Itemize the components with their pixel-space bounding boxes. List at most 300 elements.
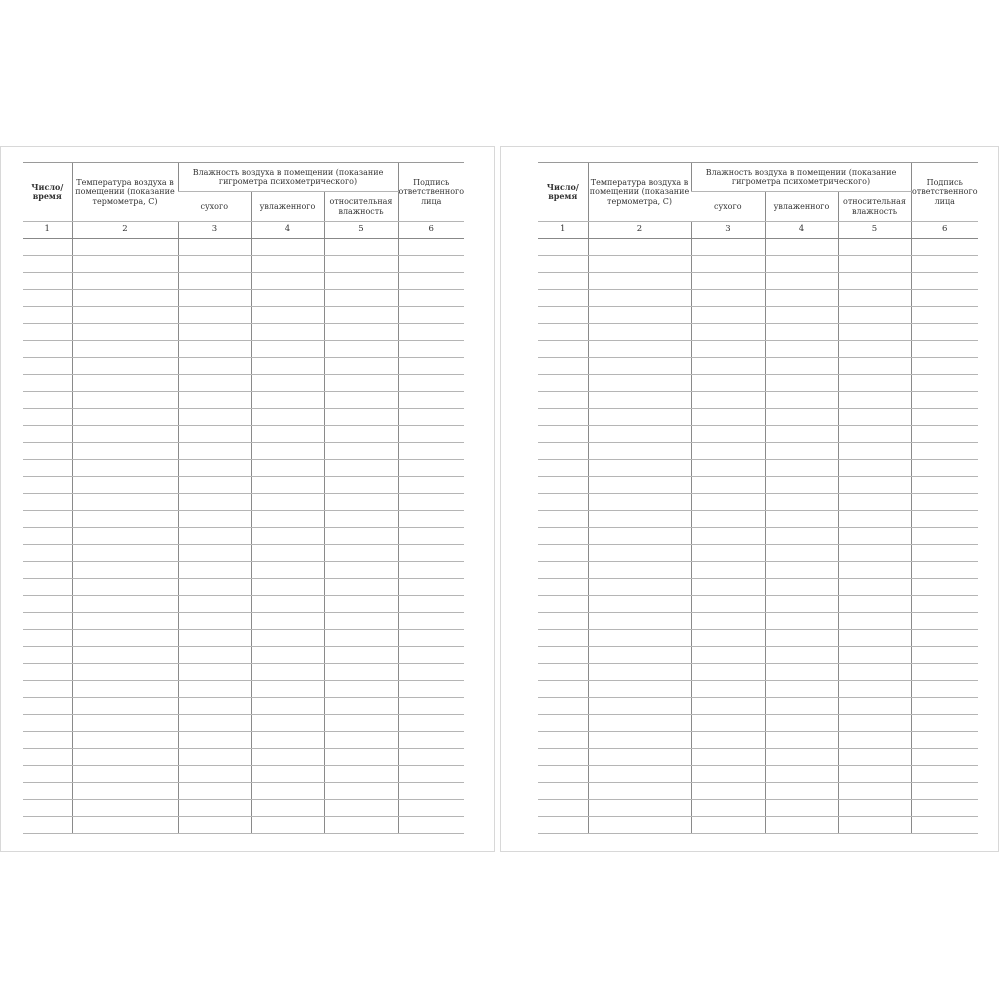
blank-cell <box>23 817 72 834</box>
blank-row <box>538 290 978 307</box>
blank-row <box>23 460 464 477</box>
blank-cell <box>691 358 765 375</box>
blank-cell <box>72 715 178 732</box>
blank-cell <box>178 494 251 511</box>
blank-cell <box>398 494 464 511</box>
blank-cell <box>588 460 691 477</box>
blank-cell <box>588 477 691 494</box>
blank-cell <box>538 273 588 290</box>
blank-row <box>23 579 464 596</box>
blank-cell <box>765 545 838 562</box>
blank-cell <box>691 732 765 749</box>
blank-cell <box>251 375 324 392</box>
blank-cell <box>398 681 464 698</box>
blank-cell <box>691 290 765 307</box>
blank-cell <box>178 783 251 800</box>
blank-cell <box>23 375 72 392</box>
blank-cell <box>324 494 398 511</box>
blank-cell <box>178 358 251 375</box>
blank-row <box>538 494 978 511</box>
blank-cell <box>178 528 251 545</box>
blank-cell <box>251 766 324 783</box>
blank-cell <box>251 460 324 477</box>
blank-cell <box>72 647 178 664</box>
blank-cell <box>178 800 251 817</box>
blank-cell <box>398 341 464 358</box>
blank-cell <box>765 324 838 341</box>
blank-rows-right <box>538 239 978 834</box>
blank-cell <box>23 698 72 715</box>
blank-cell <box>23 443 72 460</box>
blank-cell <box>72 613 178 630</box>
blank-cell <box>72 341 178 358</box>
blank-cell <box>911 749 978 766</box>
blank-cell <box>251 715 324 732</box>
blank-row <box>23 545 464 562</box>
blank-cell <box>398 273 464 290</box>
blank-cell <box>911 273 978 290</box>
blank-cell <box>911 613 978 630</box>
blank-cell <box>324 307 398 324</box>
blank-cell <box>178 817 251 834</box>
blank-cell <box>911 681 978 698</box>
blank-cell <box>23 494 72 511</box>
blank-cell <box>398 579 464 596</box>
blank-cell <box>23 409 72 426</box>
blank-row <box>538 256 978 273</box>
blank-cell <box>838 409 911 426</box>
humidity-log-table-right <box>538 162 978 834</box>
blank-cell <box>838 579 911 596</box>
blank-cell <box>251 817 324 834</box>
blank-cell <box>251 341 324 358</box>
blank-cell <box>538 324 588 341</box>
blank-row <box>23 392 464 409</box>
blank-cell <box>838 341 911 358</box>
blank-cell <box>538 681 588 698</box>
blank-cell <box>251 579 324 596</box>
blank-row <box>538 511 978 528</box>
blank-cell <box>765 256 838 273</box>
blank-cell <box>72 256 178 273</box>
blank-cell <box>23 681 72 698</box>
blank-row <box>538 783 978 800</box>
blank-cell <box>324 749 398 766</box>
blank-cell <box>588 256 691 273</box>
blank-cell <box>838 528 911 545</box>
blank-cell <box>691 664 765 681</box>
blank-cell <box>691 579 765 596</box>
blank-cell <box>691 375 765 392</box>
blank-cell <box>838 256 911 273</box>
left-page <box>0 146 495 852</box>
blank-cell <box>398 749 464 766</box>
blank-cell <box>23 596 72 613</box>
blank-cell <box>72 681 178 698</box>
blank-row <box>538 273 978 290</box>
header-dry: сухого <box>178 192 251 222</box>
blank-cell <box>838 647 911 664</box>
blank-cell <box>538 817 588 834</box>
column-number: 1 <box>538 222 588 239</box>
blank-cell <box>324 562 398 579</box>
blank-cell <box>911 647 978 664</box>
blank-cell <box>911 562 978 579</box>
blank-cell <box>398 290 464 307</box>
blank-row <box>23 783 464 800</box>
blank-cell <box>588 783 691 800</box>
blank-row <box>23 766 464 783</box>
blank-cell <box>251 511 324 528</box>
blank-cell <box>178 460 251 477</box>
blank-cell <box>251 273 324 290</box>
blank-cell <box>588 290 691 307</box>
blank-cell <box>538 579 588 596</box>
blank-cell <box>398 426 464 443</box>
blank-row <box>538 664 978 681</box>
blank-cell <box>178 290 251 307</box>
blank-cell <box>324 460 398 477</box>
blank-row <box>538 460 978 477</box>
blank-cell <box>178 273 251 290</box>
blank-cell <box>588 630 691 647</box>
blank-cell <box>691 630 765 647</box>
blank-row <box>23 698 464 715</box>
blank-row <box>538 596 978 613</box>
blank-cell <box>72 494 178 511</box>
blank-row <box>23 732 464 749</box>
blank-cell <box>72 273 178 290</box>
blank-cell <box>251 477 324 494</box>
blank-cell <box>251 732 324 749</box>
blank-cell <box>691 681 765 698</box>
blank-row <box>23 477 464 494</box>
blank-cell <box>588 511 691 528</box>
blank-cell <box>398 511 464 528</box>
blank-cell <box>251 647 324 664</box>
blank-cell <box>538 494 588 511</box>
blank-cell <box>838 783 911 800</box>
blank-cell <box>765 698 838 715</box>
blank-cell <box>691 800 765 817</box>
blank-cell <box>838 562 911 579</box>
blank-cell <box>538 664 588 681</box>
blank-cell <box>838 375 911 392</box>
blank-row <box>538 324 978 341</box>
blank-cell <box>911 783 978 800</box>
blank-row <box>538 681 978 698</box>
blank-cell <box>178 596 251 613</box>
blank-cell <box>251 596 324 613</box>
blank-cell <box>324 290 398 307</box>
blank-cell <box>324 800 398 817</box>
blank-cell <box>691 426 765 443</box>
blank-cell <box>765 290 838 307</box>
blank-cell <box>178 545 251 562</box>
blank-cell <box>324 613 398 630</box>
blank-cell <box>691 698 765 715</box>
blank-cell <box>911 256 978 273</box>
blank-row <box>23 681 464 698</box>
blank-cell <box>588 562 691 579</box>
blank-cell <box>178 664 251 681</box>
blank-cell <box>588 800 691 817</box>
blank-cell <box>538 698 588 715</box>
blank-cell <box>324 239 398 256</box>
blank-cell <box>398 460 464 477</box>
blank-cell <box>72 596 178 613</box>
blank-cell <box>691 528 765 545</box>
header-humidity-group: Влажность воздуха в помещении (показание гигрометра психометрического) <box>178 163 398 192</box>
blank-row <box>538 613 978 630</box>
blank-cell <box>72 562 178 579</box>
blank-cell <box>178 426 251 443</box>
blank-cell <box>765 392 838 409</box>
blank-cell <box>398 528 464 545</box>
blank-cell <box>251 630 324 647</box>
blank-row <box>23 511 464 528</box>
blank-cell <box>691 239 765 256</box>
blank-row <box>538 409 978 426</box>
blank-cell <box>72 630 178 647</box>
blank-cell <box>911 426 978 443</box>
blank-cell <box>765 358 838 375</box>
blank-row <box>23 358 464 375</box>
blank-cell <box>838 358 911 375</box>
blank-cell <box>398 307 464 324</box>
blank-cell <box>765 783 838 800</box>
blank-cell <box>72 426 178 443</box>
blank-cell <box>178 477 251 494</box>
blank-row <box>23 426 464 443</box>
blank-cell <box>588 528 691 545</box>
blank-cell <box>538 749 588 766</box>
blank-cell <box>178 256 251 273</box>
blank-cell <box>23 766 72 783</box>
blank-cell <box>23 511 72 528</box>
blank-row <box>23 239 464 256</box>
blank-cell <box>765 409 838 426</box>
blank-cell <box>691 443 765 460</box>
blank-cell <box>324 664 398 681</box>
blank-cell <box>838 426 911 443</box>
blank-cell <box>538 647 588 664</box>
blank-cell <box>911 511 978 528</box>
blank-row <box>538 477 978 494</box>
blank-cell <box>398 239 464 256</box>
blank-row <box>23 664 464 681</box>
blank-cell <box>838 273 911 290</box>
blank-cell <box>72 460 178 477</box>
blank-cell <box>178 443 251 460</box>
blank-cell <box>911 290 978 307</box>
header-relative-humidity: относительная влажность <box>838 192 911 222</box>
blank-row <box>538 426 978 443</box>
blank-row <box>23 528 464 545</box>
header-dry: сухого <box>691 192 765 222</box>
blank-cell <box>765 579 838 596</box>
blank-cell <box>588 307 691 324</box>
blank-cell <box>538 732 588 749</box>
column-number: 2 <box>588 222 691 239</box>
blank-cell <box>588 715 691 732</box>
blank-cell <box>588 817 691 834</box>
blank-row <box>538 239 978 256</box>
blank-row <box>23 596 464 613</box>
blank-cell <box>23 392 72 409</box>
blank-cell <box>398 443 464 460</box>
blank-row <box>538 562 978 579</box>
blank-cell <box>398 409 464 426</box>
blank-cell <box>911 732 978 749</box>
header-temperature: Температура воздуха в помещении (показание термометра, С) <box>588 163 691 222</box>
blank-cell <box>765 596 838 613</box>
blank-cell <box>72 409 178 426</box>
blank-cell <box>398 766 464 783</box>
blank-cell <box>838 290 911 307</box>
blank-cell <box>324 324 398 341</box>
blank-cell <box>72 324 178 341</box>
blank-cell <box>691 341 765 358</box>
blank-cell <box>324 783 398 800</box>
blank-row <box>23 800 464 817</box>
blank-cell <box>911 664 978 681</box>
blank-cell <box>765 681 838 698</box>
blank-cell <box>911 817 978 834</box>
blank-row <box>538 766 978 783</box>
blank-cell <box>838 596 911 613</box>
blank-cell <box>691 749 765 766</box>
blank-cell <box>72 358 178 375</box>
blank-cell <box>588 392 691 409</box>
blank-cell <box>72 477 178 494</box>
blank-cell <box>911 239 978 256</box>
blank-cell <box>588 341 691 358</box>
blank-cell <box>538 409 588 426</box>
blank-cell <box>398 392 464 409</box>
blank-row <box>23 324 464 341</box>
blank-cell <box>538 460 588 477</box>
blank-cell <box>691 647 765 664</box>
blank-row <box>538 698 978 715</box>
blank-cell <box>398 732 464 749</box>
blank-cell <box>538 477 588 494</box>
blank-cell <box>911 715 978 732</box>
blank-cell <box>23 273 72 290</box>
blank-cell <box>691 409 765 426</box>
blank-cell <box>838 392 911 409</box>
column-number: 1 <box>23 222 72 239</box>
blank-cell <box>324 766 398 783</box>
blank-cell <box>178 749 251 766</box>
blank-cell <box>23 477 72 494</box>
blank-cell <box>251 528 324 545</box>
blank-row <box>23 273 464 290</box>
blank-cell <box>398 596 464 613</box>
blank-cell <box>324 681 398 698</box>
blank-cell <box>538 307 588 324</box>
blank-cell <box>538 630 588 647</box>
blank-cell <box>538 511 588 528</box>
blank-cell <box>324 579 398 596</box>
blank-cell <box>691 715 765 732</box>
blank-cell <box>765 239 838 256</box>
blank-cell <box>178 579 251 596</box>
blank-cell <box>838 749 911 766</box>
blank-cell <box>588 324 691 341</box>
blank-cell <box>911 307 978 324</box>
blank-cell <box>538 392 588 409</box>
blank-cell <box>538 783 588 800</box>
blank-cell <box>251 290 324 307</box>
blank-cell <box>838 817 911 834</box>
blank-cell <box>765 528 838 545</box>
blank-cell <box>765 477 838 494</box>
blank-cell <box>324 358 398 375</box>
blank-cell <box>72 664 178 681</box>
blank-cell <box>72 783 178 800</box>
blank-cell <box>251 307 324 324</box>
blank-cell <box>538 426 588 443</box>
blank-cell <box>23 358 72 375</box>
blank-cell <box>178 511 251 528</box>
blank-cell <box>838 715 911 732</box>
blank-cell <box>398 477 464 494</box>
blank-cell <box>324 596 398 613</box>
blank-cell <box>398 562 464 579</box>
blank-cell <box>251 256 324 273</box>
blank-cell <box>588 596 691 613</box>
blank-cell <box>765 562 838 579</box>
blank-cell <box>838 800 911 817</box>
blank-cell <box>588 664 691 681</box>
blank-cell <box>398 664 464 681</box>
blank-cell <box>838 613 911 630</box>
blank-cell <box>691 477 765 494</box>
blank-cell <box>398 800 464 817</box>
blank-cell <box>23 290 72 307</box>
blank-cell <box>538 596 588 613</box>
blank-cell <box>72 375 178 392</box>
blank-cell <box>838 460 911 477</box>
header-relative-humidity: относительная влажность <box>324 192 398 222</box>
blank-cell <box>324 511 398 528</box>
blank-cell <box>324 392 398 409</box>
blank-cell <box>588 409 691 426</box>
blank-cell <box>538 358 588 375</box>
blank-row <box>538 749 978 766</box>
blank-cell <box>588 494 691 511</box>
blank-rows-left <box>23 239 464 834</box>
blank-row <box>23 562 464 579</box>
blank-row <box>23 375 464 392</box>
blank-cell <box>324 715 398 732</box>
blank-cell <box>178 647 251 664</box>
blank-cell <box>23 715 72 732</box>
blank-cell <box>251 613 324 630</box>
blank-cell <box>178 766 251 783</box>
blank-cell <box>538 290 588 307</box>
blank-cell <box>538 375 588 392</box>
blank-row <box>538 392 978 409</box>
blank-cell <box>398 375 464 392</box>
blank-cell <box>251 358 324 375</box>
blank-cell <box>324 409 398 426</box>
blank-cell <box>324 375 398 392</box>
blank-cell <box>765 647 838 664</box>
blank-cell <box>23 562 72 579</box>
blank-cell <box>23 783 72 800</box>
